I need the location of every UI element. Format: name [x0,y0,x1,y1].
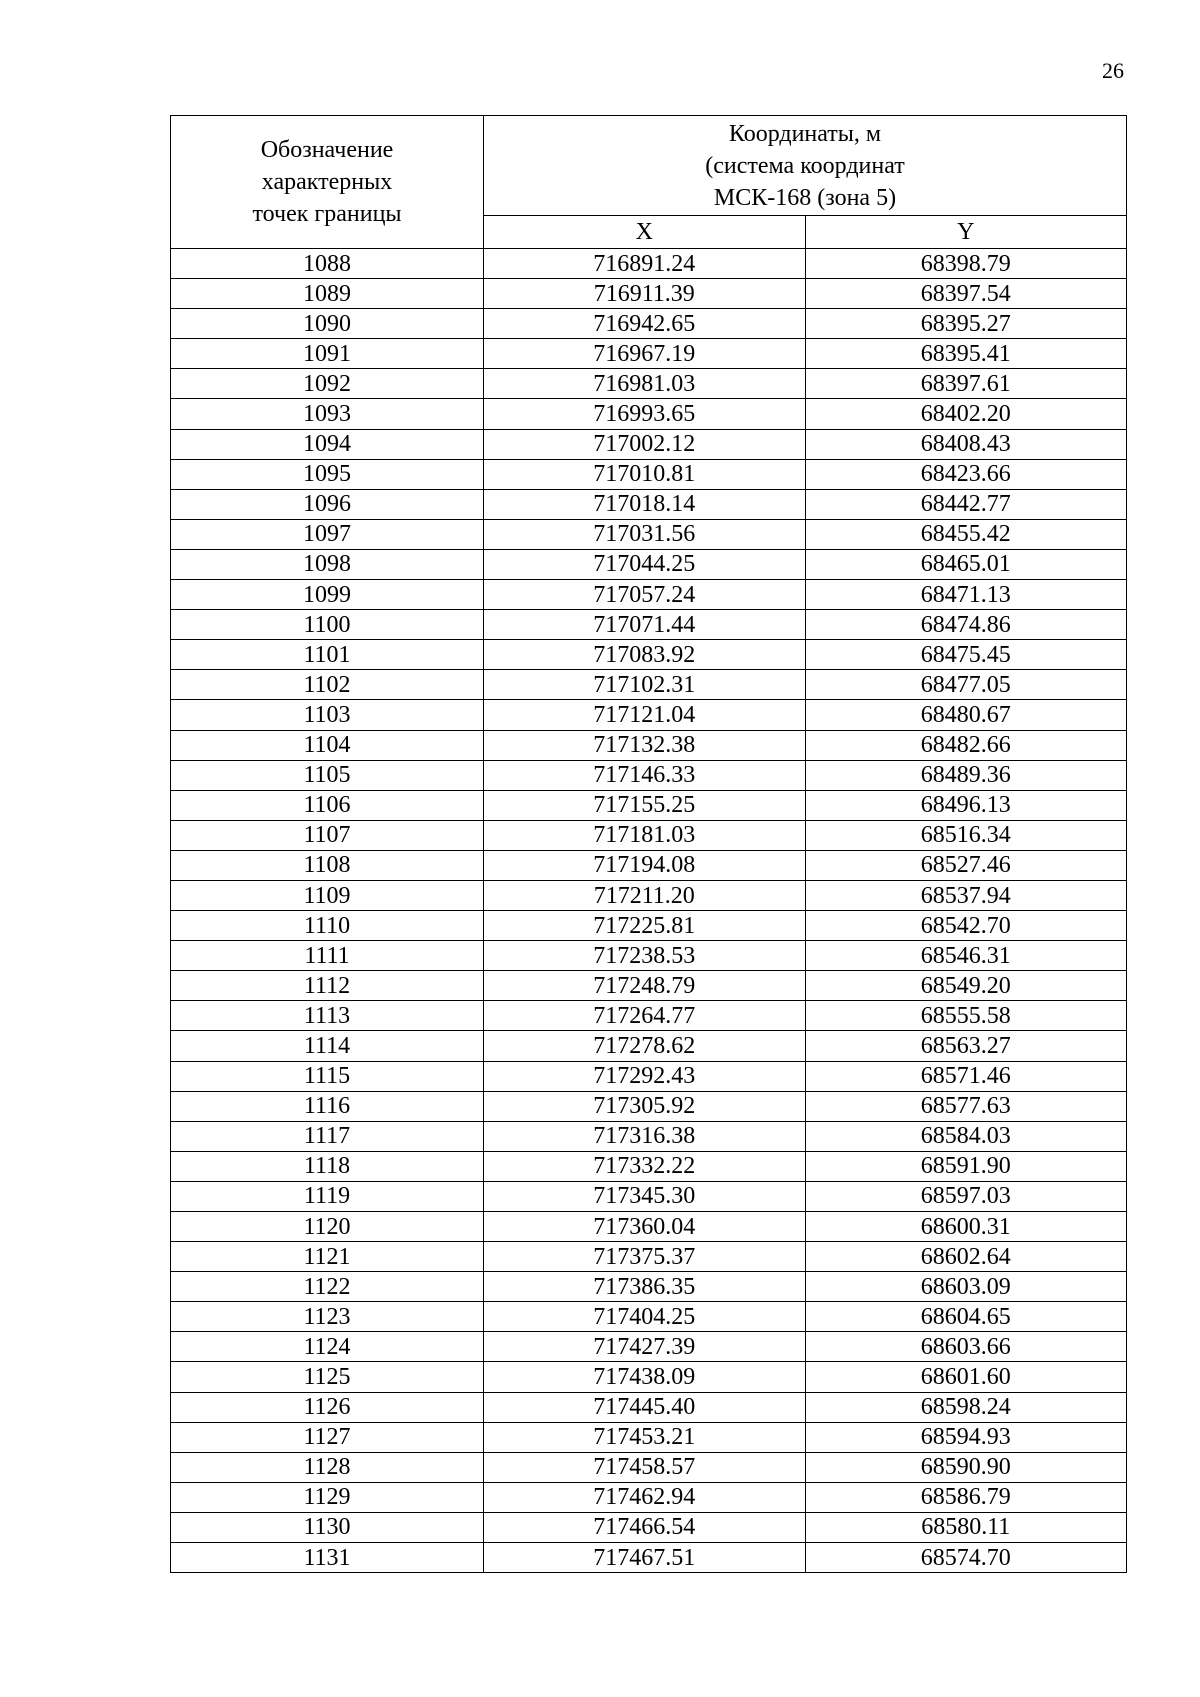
x-coordinate-cell: 717018.14 [484,489,806,519]
x-coordinate-cell: 717211.20 [484,880,806,910]
table-row [171,429,1127,459]
table-row [171,911,1127,941]
y-coordinate-cell: 68537.94 [805,880,1127,910]
table-row [171,1001,1127,1031]
y-coordinate-cell: 68474.86 [805,610,1127,640]
x-coordinate-cell: 717083.92 [484,640,806,670]
y-coordinate-cell: 68423.66 [805,459,1127,489]
y-coordinate-cell: 68527.46 [805,850,1127,880]
table-row [171,1512,1127,1542]
y-coordinate-cell: 68475.45 [805,640,1127,670]
point-id-cell: 1113 [171,1001,484,1031]
point-id-cell: 1098 [171,549,484,579]
y-coordinate-cell: 68603.09 [805,1272,1127,1302]
table-row [171,1031,1127,1061]
point-id-cell: 1091 [171,339,484,369]
table-row [171,549,1127,579]
y-coordinate-cell: 68594.93 [805,1422,1127,1452]
table-row [171,941,1127,971]
header-coordinates [484,116,1127,216]
x-coordinate-cell: 717146.33 [484,760,806,790]
x-coordinate-cell: 717278.62 [484,1031,806,1061]
table-row [171,519,1127,549]
point-id-cell: 1104 [171,730,484,760]
x-coordinate-cell: 717121.04 [484,700,806,730]
point-id-cell: 1120 [171,1212,484,1242]
x-coordinate-cell: 716993.65 [484,399,806,429]
point-id-cell: 1114 [171,1031,484,1061]
point-id-cell: 1100 [171,610,484,640]
y-coordinate-cell: 68395.41 [805,339,1127,369]
table-row [171,249,1127,279]
point-id-cell: 1130 [171,1512,484,1542]
table-row [171,670,1127,700]
table-row [171,309,1127,339]
table-row [171,850,1127,880]
y-coordinate-cell: 68580.11 [805,1512,1127,1542]
y-coordinate-cell: 68480.67 [805,700,1127,730]
y-coordinate-cell: 68482.66 [805,730,1127,760]
point-id-cell: 1095 [171,459,484,489]
y-coordinate-cell: 68563.27 [805,1031,1127,1061]
table-row [171,1422,1127,1452]
y-coordinate-cell: 68442.77 [805,489,1127,519]
point-id-cell: 1128 [171,1452,484,1482]
x-coordinate-cell: 717332.22 [484,1151,806,1181]
table-row [171,459,1127,489]
y-coordinate-cell: 68402.20 [805,399,1127,429]
table-row [171,820,1127,850]
header-coords-line: (система координат [705,152,905,179]
table-row [171,279,1127,309]
x-coordinate-cell: 717453.21 [484,1422,806,1452]
x-coordinate-cell: 717305.92 [484,1091,806,1121]
point-id-cell: 1093 [171,399,484,429]
x-coordinate-cell: 717316.38 [484,1121,806,1151]
x-coordinate-cell: 717238.53 [484,941,806,971]
table-row [171,1452,1127,1482]
x-coordinate-cell: 716981.03 [484,369,806,399]
point-id-cell: 1109 [171,880,484,910]
table-row [171,1482,1127,1512]
header-x: X [484,216,806,249]
x-coordinate-cell: 717438.09 [484,1362,806,1392]
y-coordinate-cell: 68397.61 [805,369,1127,399]
y-coordinate-cell: 68604.65 [805,1302,1127,1332]
table-row [171,700,1127,730]
x-coordinate-cell: 717345.30 [484,1181,806,1211]
point-id-cell: 1117 [171,1121,484,1151]
table-row [171,1242,1127,1272]
x-coordinate-cell: 717360.04 [484,1212,806,1242]
table-row [171,1091,1127,1121]
x-coordinate-cell: 717181.03 [484,820,806,850]
header-coords-line: Координаты, м [728,120,882,147]
point-id-cell: 1094 [171,429,484,459]
table-row [171,399,1127,429]
y-coordinate-cell: 68600.31 [805,1212,1127,1242]
point-id-cell: 1123 [171,1302,484,1332]
x-coordinate-cell: 717002.12 [484,429,806,459]
y-coordinate-cell: 68516.34 [805,820,1127,850]
point-id-cell: 1126 [171,1392,484,1422]
point-id-cell: 1125 [171,1362,484,1392]
point-id-cell: 1108 [171,850,484,880]
table-row [171,971,1127,1001]
table-row [171,1543,1127,1573]
point-id-cell: 1105 [171,760,484,790]
point-id-cell: 1111 [171,941,484,971]
point-id-cell: 1089 [171,279,484,309]
point-id-cell: 1097 [171,519,484,549]
point-id-cell: 1129 [171,1482,484,1512]
y-coordinate-cell: 68477.05 [805,670,1127,700]
header-y: Y [805,216,1127,249]
point-id-cell: 1118 [171,1151,484,1181]
table-row [171,730,1127,760]
header-point-line: точек границы [252,201,402,227]
table-row [171,790,1127,820]
point-id-cell: 1102 [171,670,484,700]
table-row [171,880,1127,910]
y-coordinate-cell: 68591.90 [805,1151,1127,1181]
x-coordinate-cell: 717445.40 [484,1392,806,1422]
point-id-cell: 1101 [171,640,484,670]
y-coordinate-cell: 68584.03 [805,1121,1127,1151]
point-id-cell: 1122 [171,1272,484,1302]
page-number: 26 [1102,58,1124,83]
y-coordinate-cell: 68602.64 [805,1242,1127,1272]
y-coordinate-cell: 68471.13 [805,580,1127,610]
y-coordinate-cell: 68455.42 [805,519,1127,549]
y-coordinate-cell: 68408.43 [805,429,1127,459]
point-id-cell: 1112 [171,971,484,1001]
y-coordinate-cell: 68597.03 [805,1181,1127,1211]
x-coordinate-cell: 717102.31 [484,670,806,700]
x-coordinate-cell: 717031.56 [484,519,806,549]
y-coordinate-cell: 68395.27 [805,309,1127,339]
header-point-designation [171,116,484,249]
point-id-cell: 1090 [171,309,484,339]
y-coordinate-cell: 68577.63 [805,1091,1127,1121]
point-id-cell: 1121 [171,1242,484,1272]
x-coordinate-cell: 717194.08 [484,850,806,880]
x-coordinate-cell: 716911.39 [484,279,806,309]
table-row [171,1121,1127,1151]
point-id-cell: 1092 [171,369,484,399]
x-coordinate-cell: 717132.38 [484,730,806,760]
y-coordinate-cell: 68603.66 [805,1332,1127,1362]
y-coordinate-cell: 68489.36 [805,760,1127,790]
point-id-cell: 1119 [171,1181,484,1211]
x-coordinate-cell: 717057.24 [484,580,806,610]
y-coordinate-cell: 68574.70 [805,1543,1127,1573]
x-coordinate-cell: 717155.25 [484,790,806,820]
header-coords-line: МСК-168 (зона 5) [713,184,897,211]
point-id-cell: 1110 [171,911,484,941]
table-row [171,369,1127,399]
point-id-cell: 1124 [171,1332,484,1362]
x-coordinate-cell: 717462.94 [484,1482,806,1512]
point-id-cell: 1096 [171,489,484,519]
point-id-cell: 1116 [171,1091,484,1121]
point-id-cell: 1106 [171,790,484,820]
x-coordinate-cell: 717010.81 [484,459,806,489]
point-id-cell: 1131 [171,1543,484,1573]
table-row [171,1392,1127,1422]
y-coordinate-cell: 68555.58 [805,1001,1127,1031]
x-coordinate-cell: 716891.24 [484,249,806,279]
x-coordinate-cell: 717386.35 [484,1272,806,1302]
table-row [171,1181,1127,1211]
y-coordinate-cell: 68571.46 [805,1061,1127,1091]
y-coordinate-cell: 68601.60 [805,1362,1127,1392]
point-id-cell: 1115 [171,1061,484,1091]
y-coordinate-cell: 68590.90 [805,1452,1127,1482]
y-coordinate-cell: 68586.79 [805,1482,1127,1512]
table-row [171,580,1127,610]
table-row [171,760,1127,790]
y-coordinate-cell: 68496.13 [805,790,1127,820]
table-row [171,1061,1127,1091]
table-row [171,610,1127,640]
y-coordinate-cell: 68397.54 [805,279,1127,309]
x-coordinate-cell: 717466.54 [484,1512,806,1542]
x-coordinate-cell: 717427.39 [484,1332,806,1362]
x-coordinate-cell: 716942.65 [484,309,806,339]
x-coordinate-cell: 717044.25 [484,549,806,579]
table-row [171,1332,1127,1362]
header-point-line: характерных [261,169,393,195]
x-coordinate-cell: 717225.81 [484,911,806,941]
point-id-cell: 1103 [171,700,484,730]
y-coordinate-cell: 68542.70 [805,911,1127,941]
y-coordinate-cell: 68598.24 [805,1392,1127,1422]
table-row [171,489,1127,519]
table-row [171,1212,1127,1242]
x-coordinate-cell: 717071.44 [484,610,806,640]
y-coordinate-cell: 68546.31 [805,941,1127,971]
header-row-top [171,116,1127,216]
table-row [171,1151,1127,1181]
table-header [171,116,1127,249]
coordinates-table [170,115,1127,1573]
point-id-cell: 1107 [171,820,484,850]
x-coordinate-cell: 716967.19 [484,339,806,369]
y-coordinate-cell: 68465.01 [805,549,1127,579]
point-id-cell: 1099 [171,580,484,610]
x-coordinate-cell: 717467.51 [484,1543,806,1573]
table-row [171,1272,1127,1302]
x-coordinate-cell: 717458.57 [484,1452,806,1482]
x-coordinate-cell: 717264.77 [484,1001,806,1031]
table-body [171,249,1127,1573]
y-coordinate-cell: 68398.79 [805,249,1127,279]
x-coordinate-cell: 717404.25 [484,1302,806,1332]
table-row [171,640,1127,670]
point-id-cell: 1127 [171,1422,484,1452]
table-row [171,1302,1127,1332]
x-coordinate-cell: 717248.79 [484,971,806,1001]
header-point-line: Обозначение [260,137,394,163]
y-coordinate-cell: 68549.20 [805,971,1127,1001]
point-id-cell: 1088 [171,249,484,279]
table-row [171,1362,1127,1392]
x-coordinate-cell: 717292.43 [484,1061,806,1091]
x-coordinate-cell: 717375.37 [484,1242,806,1272]
table-row [171,339,1127,369]
